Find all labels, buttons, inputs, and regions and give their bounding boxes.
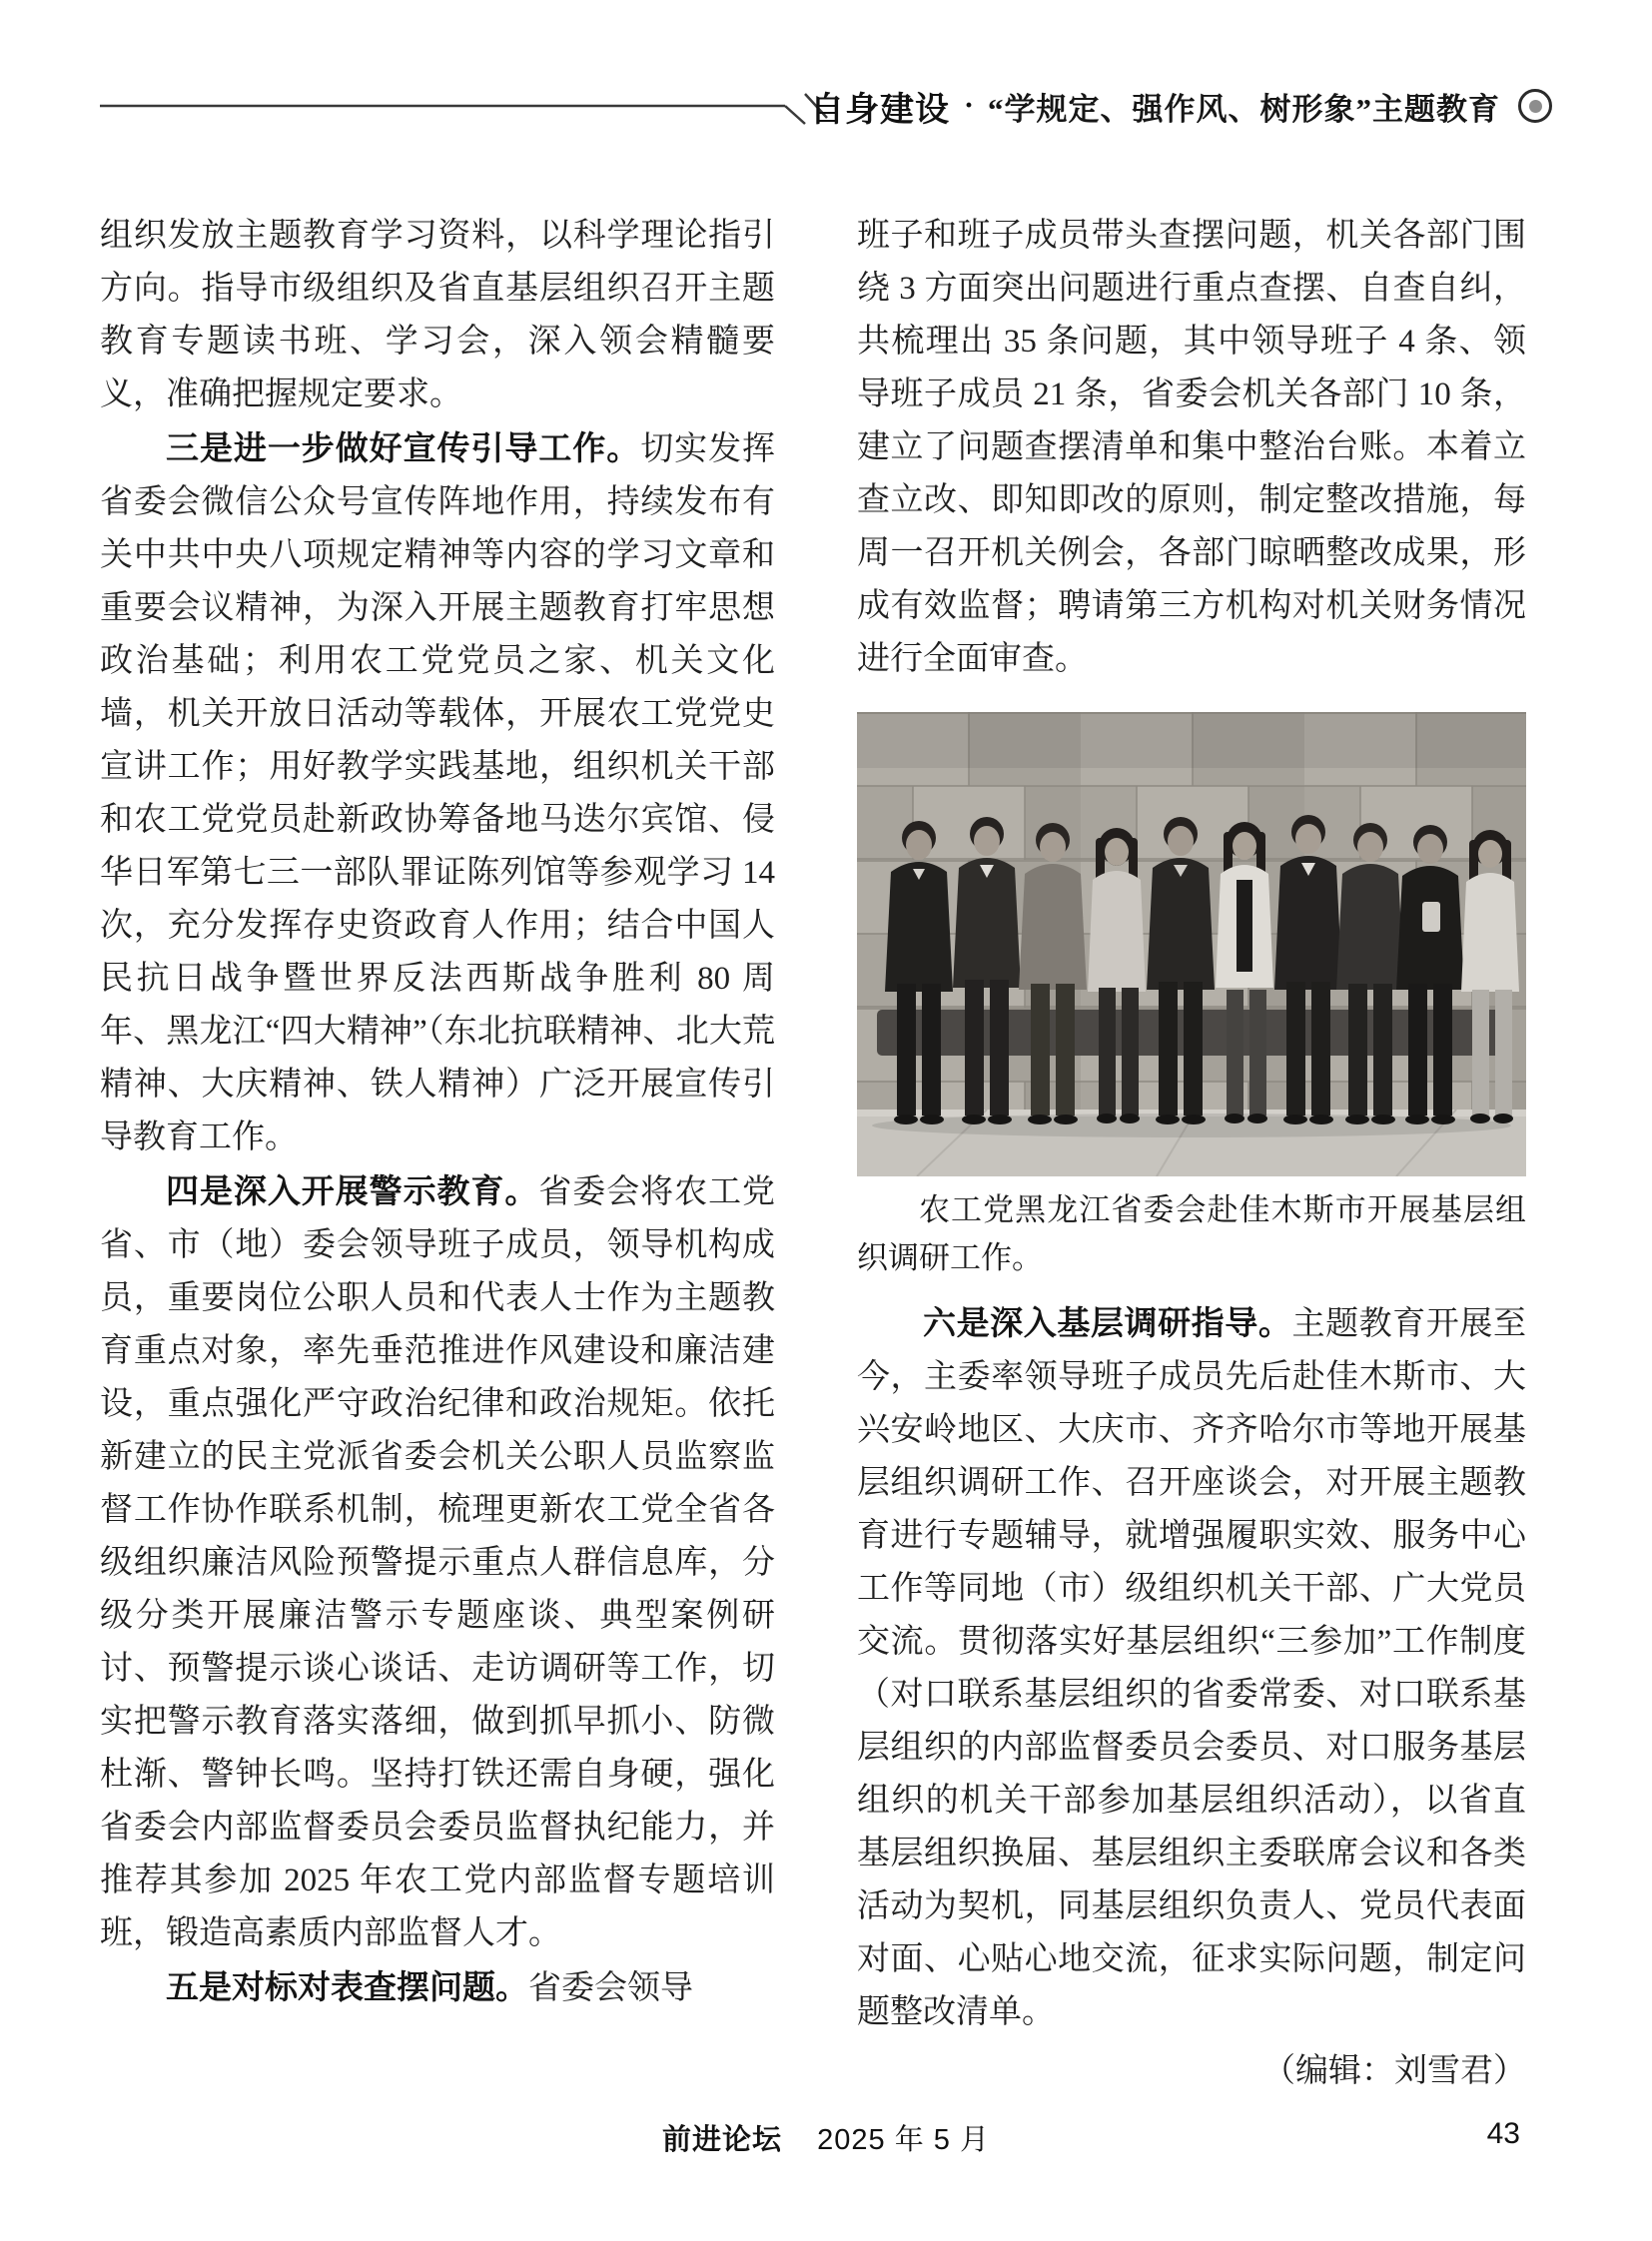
body-paragraph: 六是深入基层调研指导。主题教育开展至今，主委率领导班子成员先后赴佳木斯市、大兴安岭地区、大庆市、齐齐哈尔市等地开展基层组织调研工作、召开座谈会，对开展主题教育进行专题辅导，就增强履职实效、服务中心工作等同地（市）级组织机关干部、广大党员交流。贯彻落实好基层组织“三参加”工作制度（对口联系基层组织的省委常委、对口联系基层组织的内部监督委员会委员、对口服务基层组织的机关干部参加基层组织活动），以省直基层组织换届、基层组织主委联席会议和各类活动为契机，同基层组织负责人、党员代表面对面、心贴心地交流，征求实际问题，制定问题整改清单。 <box>857 1304 1527 2030</box>
photo-caption: 农工党黑龙江省委会赴佳木斯市开展基层组织调研工作。 <box>857 1192 1526 1275</box>
body-paragraph: 四是深入开展警示教育。省委会将农工党省、市（地）委会领导班子成员，领导机构成员，重要岗位公职人员和代表人士作为主题教育重点对象，率先垂范推进作风建设和廉洁建设，重点强化严守政治纪律和政治规矩。依托新建立的民主党派省委会机关公职人员监察监督工作协作联系机制，梳理更新农工党全省各级组织廉洁风险预警提示重点人群信息库，分级分类开展廉洁警示专题座谈、典型案例研讨、预警提示谈心谈话、走访调研等工作，切实把警示教育落实落细，做到抓早抓小、防微杜渐、警钟长鸣。坚持打铁还需自身硬，强化省委会内部监督委员会委员监督执纪能力，并推荐其参加 2025 年农工党内部监督专题培训班，锻造高素质内部监督人才。 <box>100 1172 776 1951</box>
bullseye-circle-icon <box>1518 89 1552 123</box>
right-column-top-paragraphs <box>857 210 1526 686</box>
body-paragraph: 三是进一步做好宣传引导工作。切实发挥省委会微信公众号宣传阵地作用，持续发布有关中共中央八项规定精神等内容的学习文章和重要会议精神，为深入开展主题教育打牢思想政治基础；利用农工党党员之家、机关文化墙，机关开放日活动等载体，开展农工党党史宣讲工作；用好教学实践基地，组织机关干部和农工党党员赴新政协筹备地马迭尔宾馆、侵华日军第七三一部队罪证陈列馆等参观学习 14 次，充分发挥存史资政育人作用；结合中国人民抗日战争暨世界反法西斯战争胜利 80 周年、黑龙江“四大精神”（东北抗联精神、北大荒精神、大庆精神、铁人精神）广泛开展宣传引导教育工作。 <box>100 429 776 1155</box>
body-paragraph: 组织发放主题教育学习资料，以科学理论指引方向。指导市级组织及省直基层组织召开主题教育专题读书班、学习会，深入领会精髓要义，准确把握规定要求。 <box>100 218 775 412</box>
paragraph-lead: 五是对标对表查摆问题。 <box>166 1968 528 2005</box>
paragraph-lead: 六是深入基层调研指导。 <box>923 1304 1292 1341</box>
editor-note: （编辑：刘雪君） <box>1262 2053 1526 2089</box>
page-header <box>810 82 1552 130</box>
body-paragraph: 班子和班子成员带头查摆问题，机关各部门围绕 3 方面突出问题进行重点查摆、自查自纠，共梳理出 35 条问题，其中领导班子 4 条、领导班子成员 21 条，省委会机关各部门 10 条，建立了问题查摆清单和集中整治台账。本着立查立改、即知即改的原则，制定整改措施，每周一召开机关例会，各部门晾晒整改成果，形成有效监督；聘请第三方机构对机关财务情况进行全面审查。 <box>857 218 1526 677</box>
journal-name: 前进论坛 <box>662 2124 783 2156</box>
header-rule-line <box>100 86 839 126</box>
page-footer <box>0 2117 1652 2161</box>
issue-date: 2025 年 5 月 <box>817 2124 990 2156</box>
paragraph-lead: 四是深入开展警示教育。 <box>166 1172 539 1209</box>
header-topic-label: “学规定、强作风、树形象”主题教育 <box>988 91 1500 127</box>
group-photo-illustration <box>857 712 1526 1176</box>
header-separator: · <box>963 89 974 122</box>
header-section-label: 自身建设 <box>809 90 950 129</box>
right-text-column <box>857 210 1526 2098</box>
left-text-column <box>100 210 775 2015</box>
paragraph-lead: 三是进一步做好宣传引导工作。 <box>166 429 641 466</box>
footer-journal-issue <box>0 2117 1652 2158</box>
page-number: 43 <box>1486 2117 1520 2150</box>
article-group-photo <box>857 712 1526 1176</box>
right-column-bottom-paragraphs <box>857 1296 1526 2039</box>
body-paragraph: 五是对标对表查摆问题。省委会领导 <box>166 1968 693 2006</box>
